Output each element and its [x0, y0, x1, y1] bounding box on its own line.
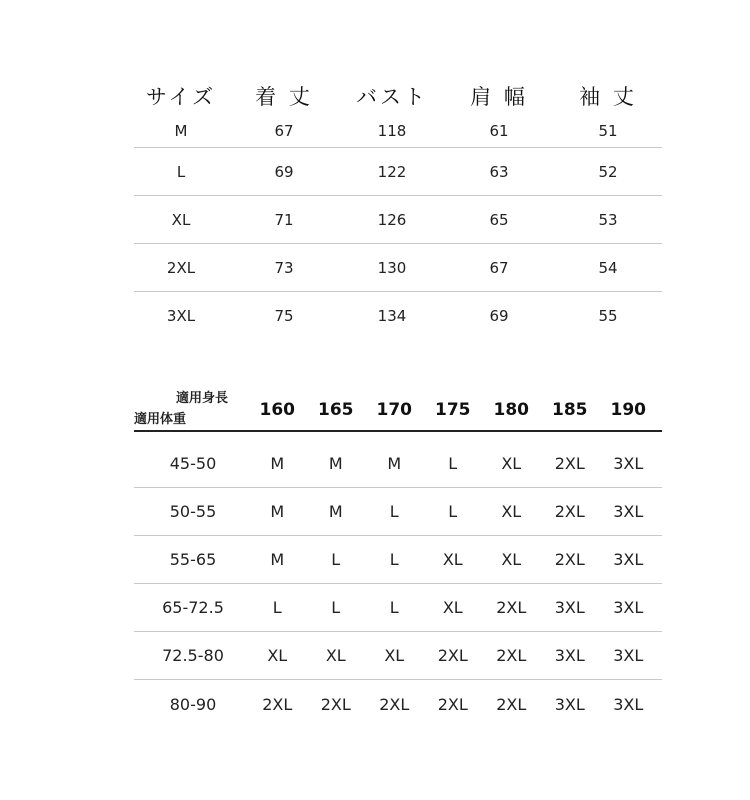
- size-cell: XL: [384, 646, 405, 665]
- bust-cell: 126: [377, 210, 407, 229]
- table-row: [134, 148, 662, 196]
- shoulder-cell: 69: [489, 307, 509, 325]
- size-cell: L: [331, 550, 341, 569]
- bust-cell: 130: [377, 258, 407, 277]
- header-sleeve: 袖 丈: [579, 85, 637, 109]
- weight-cell: 50-55: [169, 502, 217, 521]
- header-length: 着 丈: [255, 85, 313, 109]
- length-cell: 67: [274, 121, 294, 140]
- size-cell: XL: [442, 598, 463, 617]
- weight-axis-label: 適用体重: [134, 412, 187, 427]
- size-cell: M: [270, 502, 285, 521]
- size-cell: 2XL: [554, 550, 585, 569]
- table-row: [134, 292, 662, 340]
- size-cell: XL: [501, 454, 522, 473]
- size-cell: 2XL: [496, 598, 527, 617]
- size-cell: L: [331, 598, 341, 617]
- shoulder-cell: 61: [489, 121, 509, 140]
- table-row: [134, 244, 662, 292]
- height-header-cell: 190: [610, 399, 646, 420]
- length-cell: 69: [274, 162, 294, 181]
- size-cell: 2XL: [320, 694, 351, 714]
- size-cell: XL: [501, 502, 522, 521]
- size-cell: 3XL: [554, 694, 585, 714]
- size-cell: XL: [171, 210, 191, 229]
- size-cell: 3XL: [554, 646, 585, 665]
- size-cell: 3XL: [613, 694, 644, 714]
- bust-cell: 134: [377, 307, 407, 325]
- size-cell: XL: [442, 550, 463, 569]
- size-cell: 3XL: [166, 307, 196, 325]
- size-cell: L: [389, 598, 399, 617]
- size-cell: M: [270, 454, 285, 473]
- size-table-header: [134, 78, 662, 114]
- weight-cell: 45-50: [169, 454, 217, 473]
- size-cell: 3XL: [613, 550, 644, 569]
- weight-cell: 55-65: [169, 550, 217, 569]
- sleeve-cell: 53: [598, 210, 618, 229]
- table-row: [134, 432, 662, 488]
- table-row: [134, 114, 662, 148]
- size-cell: M: [174, 121, 188, 140]
- height-header-cell: 175: [435, 399, 471, 420]
- shoulder-cell: 67: [489, 258, 509, 277]
- height-axis-label: 適用身長: [176, 391, 229, 406]
- size-cell: M: [328, 502, 343, 521]
- height-header-row: [248, 383, 658, 430]
- size-cell: 2XL: [437, 646, 468, 665]
- header-bust: バスト: [356, 85, 428, 109]
- size-cell: L: [448, 454, 458, 473]
- size-cell: L: [389, 550, 399, 569]
- length-cell: 75: [274, 307, 294, 325]
- size-cell: XL: [267, 646, 288, 665]
- size-cell: 2XL: [437, 694, 468, 714]
- size-cell: XL: [501, 550, 522, 569]
- size-table: [134, 78, 662, 340]
- shoulder-cell: 65: [489, 210, 509, 229]
- shoulder-cell: 63: [489, 162, 509, 181]
- size-cell: M: [328, 454, 343, 473]
- header-shoulder: 肩 幅: [470, 85, 528, 109]
- weight-cell: 72.5-80: [162, 646, 224, 665]
- height-header-cell: 165: [318, 399, 354, 420]
- length-cell: 71: [274, 210, 294, 229]
- table-row: [134, 632, 662, 680]
- bust-cell: 118: [377, 121, 407, 140]
- table-row: [134, 584, 662, 632]
- size-cell: XL: [325, 646, 346, 665]
- table-row: [134, 680, 662, 728]
- size-cell: M: [270, 550, 285, 569]
- fit-table-header: [134, 383, 662, 432]
- length-cell: 73: [274, 258, 294, 277]
- size-cell: 3XL: [613, 598, 644, 617]
- weight-cell: 80-90: [169, 694, 217, 714]
- bust-cell: 122: [377, 162, 407, 181]
- corner-header: [134, 383, 248, 430]
- weight-cell: 65-72.5: [162, 598, 224, 617]
- height-header-cell: 160: [259, 399, 295, 420]
- size-cell: 3XL: [613, 454, 644, 473]
- height-header-cell: 185: [552, 399, 588, 420]
- sleeve-cell: 55: [598, 307, 618, 325]
- size-cell: 2XL: [262, 694, 293, 714]
- size-cell: 2XL: [554, 454, 585, 473]
- height-header-cell: 180: [493, 399, 529, 420]
- size-cell: 2XL: [554, 502, 585, 521]
- table-row: [134, 196, 662, 244]
- size-cell: L: [448, 502, 458, 521]
- header-size: サイズ: [145, 85, 217, 109]
- size-cell: 3XL: [613, 502, 644, 521]
- sleeve-cell: 52: [598, 162, 618, 181]
- sleeve-cell: 54: [598, 258, 618, 277]
- size-cell: M: [387, 454, 402, 473]
- size-cell: 3XL: [613, 646, 644, 665]
- height-header-cell: 170: [376, 399, 412, 420]
- size-cell: L: [389, 502, 399, 521]
- size-cell: 2XL: [496, 646, 527, 665]
- sleeve-cell: 51: [598, 121, 618, 140]
- size-cell: L: [272, 598, 282, 617]
- table-row: [134, 488, 662, 536]
- size-cell: 2XL: [379, 694, 410, 714]
- table-row: [134, 536, 662, 584]
- size-cell: L: [176, 162, 186, 181]
- size-cell: 2XL: [166, 258, 196, 277]
- size-cell: 3XL: [554, 598, 585, 617]
- size-cell: 2XL: [496, 694, 527, 714]
- fit-guide-table: [134, 383, 662, 728]
